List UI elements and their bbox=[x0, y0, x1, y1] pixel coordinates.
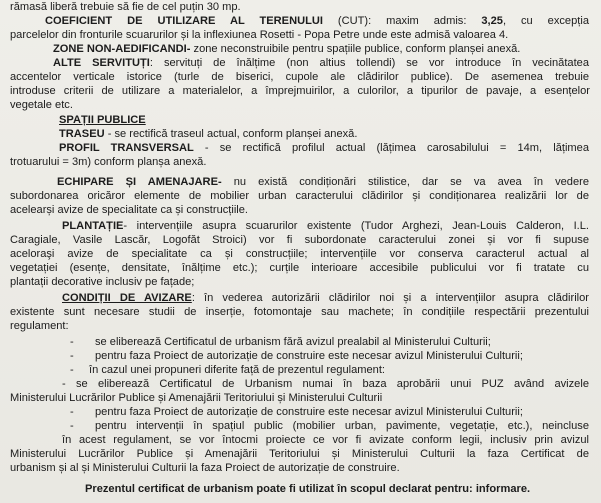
zone-label: ZONE NON-AEDIFICANDI- bbox=[53, 43, 191, 55]
plantatie-label: PLANTAȚIE bbox=[62, 220, 124, 232]
list-item: pentru intervenții în spațiul public (mobilier urban, pavimente, vegetație, etc.), neincluse bbox=[95, 420, 589, 432]
echipare-paragraph: ECHIPARE ȘI AMENAJARE- nu există condiționări stilistice, dar se va avea în vedere bbox=[57, 176, 589, 188]
text-line: trotuarului = 3m) conform planșa anexă. bbox=[10, 156, 207, 168]
profil-label: PROFIL TRANSVERSAL bbox=[59, 142, 194, 154]
text-line: Ministerului Lucrărilor Publice și Amenajării Teritoriului și Ministerului Culturii la faza Certificat de bbox=[10, 448, 589, 460]
text-line: Ministerului Lucrărilor Publice și Amenajării Teritoriului și Ministerului Culturii bbox=[10, 392, 383, 404]
text-line: rămasă liberă trebuie să fie de cel puțin 30 mp. bbox=[10, 1, 241, 13]
dash-icon: - bbox=[70, 336, 74, 348]
text-line: acelearși avize de specialitate ca și construcțiile. bbox=[10, 204, 249, 216]
cut-paragraph: COEFICIENT DE UTILIZARE AL TERENULUI (CUT): maxim admis: 3,25, cu excepția bbox=[45, 15, 589, 27]
plantatie-paragraph: PLANTAȚIE- intervențiile asupra scuarurilor existente (Tudor Arghezi, Jean-Louis Calderon, I.L. bbox=[62, 220, 589, 232]
list-item: pentru faza Proiect de autorizație de construire este necesar avizul Ministerului Culturii; bbox=[95, 406, 523, 418]
profil-paragraph: PROFIL TRANSVERSAL - se rectifică profilul actual (lățimea carosabilului = 14m, lățimea bbox=[59, 142, 590, 154]
section-heading: SPAȚII PUBLICE bbox=[59, 114, 146, 126]
footer-purpose: informare. bbox=[475, 483, 531, 495]
text-line: plantații decorative inclusiv pe fațade; bbox=[10, 276, 195, 288]
dash-icon: - bbox=[70, 364, 74, 376]
list-item: pentru faza Proiect de autorizație de construire este necesar avizul Ministerului Culturii; bbox=[95, 350, 523, 362]
text-line: existente sunt necesare studii de inserție, fotomontaje sau machete; în condițiile respectării prezentului bbox=[10, 306, 589, 318]
list-item: - se eliberează Certificatul de Urbanism numai în baza aprobării unui PUZ având avizele bbox=[62, 378, 589, 390]
text-line: aceloraşi avize de specialitate ca și construcțiile; intervențiile vor conserva caracterul actual al bbox=[10, 248, 589, 260]
dash-icon: - bbox=[70, 420, 74, 432]
text-line: vegetației (esențe, densitate, înălțime etc.); curțile interioare accesibile publicului vor fi tratate cu bbox=[10, 262, 589, 274]
conditii-paragraph: CONDIȚII DE AVIZARE: în vederea autorizării clădirilor noi și a intervențiilor asupra clădirilor bbox=[62, 292, 589, 304]
servitude-label: ALTE SERVITUȚI bbox=[53, 57, 150, 69]
servitude-paragraph: ALTE SERVITUȚI: servituți de înălțime (non altius tollendi) se vor introduce în vecinătatea bbox=[53, 57, 589, 69]
cut-value: 3,25 bbox=[481, 15, 503, 27]
text-line: vegetale etc. bbox=[10, 99, 73, 111]
text-line: accentelor verticale istorice (turle de biserici, cupole ale clădirilor publice). De asemenea trebuie bbox=[10, 71, 589, 83]
traseu-label: TRASEU bbox=[59, 128, 105, 140]
dash-icon: - bbox=[70, 350, 74, 362]
text-line: introduse criterii de utilizare a materialelor, a împrejmuirilor, a culorilor, a tipurilor de pavaje, a esențelor bbox=[10, 85, 590, 97]
traseu-paragraph: TRASEU - se rectifică traseul actual, conform planșei anexă. bbox=[59, 128, 358, 140]
echipare-label: ECHIPARE ȘI AMENAJARE- bbox=[57, 176, 222, 188]
footer-statement: Prezentul certificat de urbanism poate fi utilizat în scopul declarat pentru: informare. bbox=[85, 483, 531, 495]
text-line: în acest regulament, se vor întocmi proiecte ce vor fi avizate conform legii, inclusiv prin avizul bbox=[62, 434, 589, 446]
dash-icon: - bbox=[70, 406, 74, 418]
cut-label: COEFICIENT DE UTILIZARE AL TERENULUI bbox=[45, 15, 323, 27]
text-line: Caragiale, Vasile Lascăr, Logofăt Stroici) vor fi subordonate caracterului zonei și vor fi supuse bbox=[10, 234, 589, 246]
list-item: se eliberează Certificatul de urbanism fără avizul prealabil al Ministerului Culturii; bbox=[95, 336, 491, 348]
zone-paragraph: ZONE NON-AEDIFICANDI- zone neconstruibile pentru spațiile publice, conform planșei anexă. bbox=[53, 43, 521, 55]
list-item: în cazul unei propuneri diferite față de prezentul regulament: bbox=[89, 364, 386, 376]
text-line: urbanism și al și Ministerului Culturii la faza Proiect de autorizație de construire. bbox=[10, 462, 400, 474]
text-line: parcelelor din fronturile scuarurilor și la inflexiunea Rosetti - Popa Petre unde este admisă valoarea 4. bbox=[10, 29, 509, 41]
text-line: subordonarea oricăror elemente de mobilier urban caracterului clădirilor și condiționarea realizării lor de bbox=[10, 190, 589, 202]
text-line: regulament: bbox=[10, 320, 69, 332]
conditii-label: CONDIȚII DE AVIZARE bbox=[62, 292, 192, 304]
